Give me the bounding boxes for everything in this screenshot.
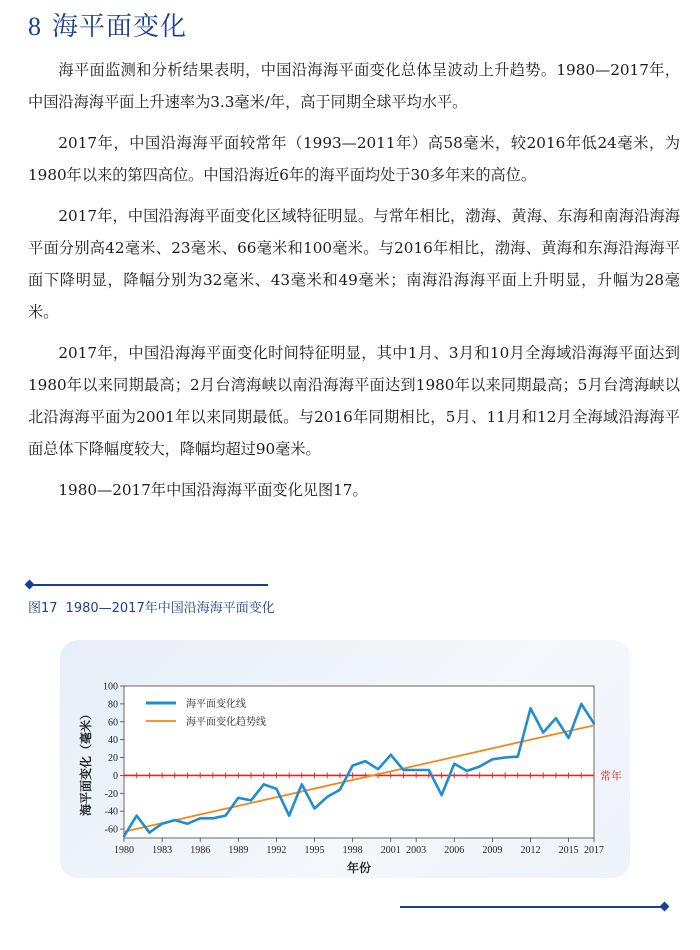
figure-title: 1980—2017年中国沿海海平面变化 bbox=[65, 601, 275, 616]
legend-trend-label: 海平面变化趋势线 bbox=[186, 717, 266, 728]
data-point bbox=[428, 769, 430, 771]
data-point bbox=[351, 764, 353, 766]
data-point bbox=[250, 799, 252, 801]
data-point bbox=[529, 707, 531, 709]
section-title: 海平面变化 bbox=[52, 12, 188, 42]
data-point bbox=[440, 794, 442, 796]
data-point bbox=[199, 817, 201, 819]
y-tick-label: -20 bbox=[104, 788, 118, 800]
x-tick-label: 1986 bbox=[190, 845, 211, 856]
data-point bbox=[567, 737, 569, 739]
data-point bbox=[390, 754, 392, 756]
y-tick-label: 60 bbox=[108, 717, 118, 729]
data-point bbox=[377, 768, 379, 770]
data-point bbox=[593, 722, 595, 724]
legend-series-label: 海平面变化线 bbox=[186, 699, 246, 710]
y-tick-label: 40 bbox=[108, 735, 118, 747]
data-point bbox=[402, 769, 404, 771]
x-tick-label: 1983 bbox=[152, 845, 173, 856]
x-tick-label: 2006 bbox=[444, 845, 465, 856]
data-point bbox=[339, 789, 341, 791]
separator-line-bottom bbox=[400, 906, 662, 908]
data-point bbox=[148, 831, 150, 833]
x-tick-label: 2003 bbox=[406, 845, 427, 856]
data-point bbox=[580, 703, 582, 705]
data-point bbox=[161, 822, 163, 824]
x-axis-label: 年份 bbox=[346, 861, 372, 875]
data-point bbox=[136, 814, 138, 816]
chart-panel bbox=[60, 640, 630, 878]
data-point bbox=[478, 765, 480, 767]
y-tick-label: -60 bbox=[104, 824, 118, 836]
data-point bbox=[224, 814, 226, 816]
y-axis-label: 海平面变化（毫米） bbox=[79, 707, 93, 817]
paragraph: 2017年，中国沿海海平面变化区域特征明显。与常年相比，渤海、黄海、东海和南海沿海海平面分别高42毫米、23毫米、66毫米和100毫米。与2016年相比，渤海、黄海和东海沿海海平面下降明显，降幅分别为32毫米、43毫米和49毫米；南海沿海海平面上升明显，升幅为28毫米。 bbox=[28, 207, 680, 321]
data-point bbox=[542, 731, 544, 733]
paragraph: 2017年，中国沿海海平面变化时间特征明显，其中1月、3月和10月全海域沿海海平面达到1980年以来同期最高；2月台湾海峡以南沿海海平面达到1980年以来同期最高；5月台湾海峡以北沿海海平面为2001年以来同期最低。与2016年同期相比，5月、11月和12月全海域沿海海平面总体下降幅度较大，降幅均超过90毫米。 bbox=[28, 344, 680, 458]
sea-level-chart bbox=[60, 640, 630, 878]
baseline-label: 常年 bbox=[600, 770, 622, 783]
x-tick-label: 2009 bbox=[482, 845, 503, 856]
data-point bbox=[453, 763, 455, 765]
data-point bbox=[517, 755, 519, 757]
x-tick-label: 1992 bbox=[266, 845, 287, 856]
data-point bbox=[186, 822, 188, 824]
data-point bbox=[237, 797, 239, 799]
data-point bbox=[491, 758, 493, 760]
separator-diamond-icon-bottom bbox=[660, 902, 670, 912]
section-number: 8 bbox=[28, 12, 42, 41]
data-point bbox=[415, 769, 417, 771]
data-point bbox=[301, 783, 303, 785]
x-tick-label: 2001 bbox=[380, 845, 401, 856]
paragraph: 1980—2017年中国沿海海平面变化见图17。 bbox=[58, 481, 368, 499]
data-point bbox=[212, 817, 214, 819]
section-heading bbox=[28, 6, 187, 43]
x-tick-label: 1995 bbox=[304, 845, 325, 856]
data-point bbox=[466, 770, 468, 772]
data-point bbox=[263, 783, 265, 785]
data-point bbox=[313, 807, 315, 809]
y-tick-label: 20 bbox=[108, 753, 118, 765]
x-tick-label: 1998 bbox=[342, 845, 363, 856]
body-text bbox=[28, 54, 680, 515]
data-point bbox=[504, 756, 506, 758]
figure-caption bbox=[28, 597, 275, 616]
separator-line bbox=[32, 584, 268, 586]
paragraph: 海平面监测和分析结果表明，中国沿海海平面变化总体呈波动上升趋势。1980—2017年，中国沿海海平面上升速率为3.3毫米/年，高于同期全球平均水平。 bbox=[28, 61, 680, 111]
y-tick-label: 0 bbox=[113, 770, 118, 782]
data-point bbox=[288, 814, 290, 816]
data-point bbox=[123, 835, 125, 837]
x-tick-label: 1980 bbox=[114, 845, 134, 856]
data-point bbox=[555, 717, 557, 719]
y-tick-label: -40 bbox=[104, 806, 118, 818]
data-point bbox=[275, 788, 277, 790]
x-tick-label: 1989 bbox=[228, 845, 249, 856]
figure-number: 图17 bbox=[28, 601, 58, 616]
y-tick-label: 100 bbox=[103, 681, 118, 693]
data-point bbox=[174, 819, 176, 821]
data-point bbox=[326, 796, 328, 798]
y-tick-label: 80 bbox=[108, 699, 118, 711]
data-point bbox=[364, 760, 366, 762]
x-tick-label: 2017 bbox=[584, 845, 604, 856]
paragraph: 2017年，中国沿海海平面较常年（1993—2011年）高58毫米，较2016年低24毫米，为1980年以来的第四高位。中国沿海近6年的海平面均处于30多年来的高位。 bbox=[28, 134, 680, 184]
x-tick-label: 2015 bbox=[558, 845, 579, 856]
x-tick-label: 2012 bbox=[520, 845, 541, 856]
